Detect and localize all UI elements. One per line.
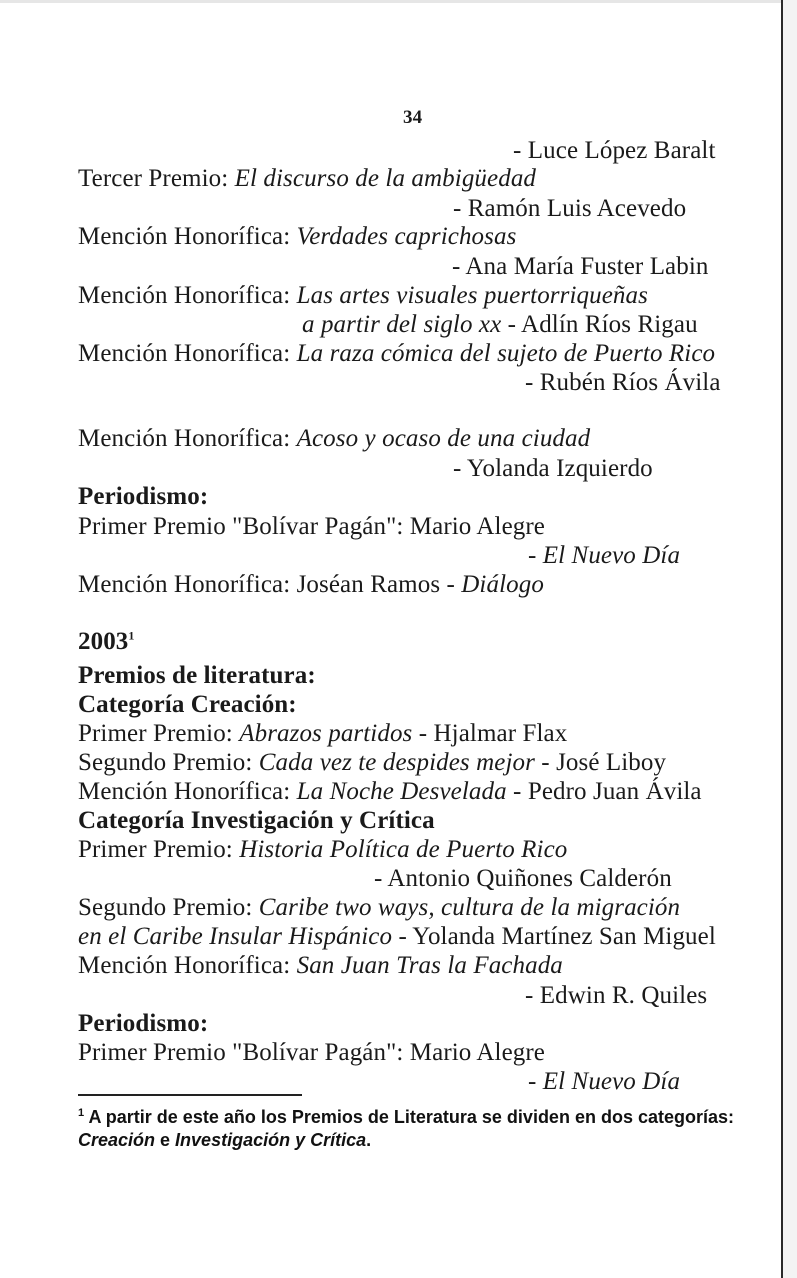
award-label: Tercer Premio: [78, 165, 235, 192]
work-title: Historia Política de Puerto Rico [239, 836, 568, 863]
footnote-text: e [155, 1130, 176, 1150]
author-line: - Ramón Luis Acevedo [453, 195, 687, 222]
award-label: Primer Premio: [78, 836, 240, 863]
author-line: - Yolanda Izquierdo [453, 455, 653, 482]
award-label: Segundo Premio: [78, 894, 259, 921]
award-line [78, 835, 567, 865]
award-label: Mención Honorífica: [78, 952, 297, 979]
work-title: La raza cómica del sujeto de Puerto Rico [296, 340, 716, 367]
page-number: 34 [403, 107, 423, 128]
author-name: - Hjalmar Flax [412, 720, 568, 747]
author-line: - Ana María Fuster Labin [452, 253, 709, 280]
category-heading: Categoría Investigación y Crítica [78, 807, 435, 834]
footnote-emphasis: Creación [78, 1130, 156, 1150]
page-right-edge [781, 0, 797, 1278]
award-label: Mención Honorífica: Joséan Ramos - [78, 571, 462, 598]
author-line: - Luce López Baralt [513, 137, 716, 164]
work-title: Cada vez te despides mejor [258, 749, 535, 776]
award-line [78, 281, 648, 311]
award-line [78, 164, 536, 194]
page-top-edge [0, 0, 797, 3]
section-heading: Premios de literatura: [78, 662, 316, 689]
work-title: Acoso y ocaso de una ciudad [296, 425, 591, 452]
author-name: - Adlín Ríos Rigau [501, 311, 698, 338]
award-line [78, 339, 715, 369]
award-label: Mención Honorífica: [78, 340, 297, 367]
work-title: Abrazos partidos [239, 720, 413, 747]
year-heading [78, 627, 135, 657]
award-line [78, 424, 590, 454]
award-line [78, 748, 666, 778]
work-title: San Juan Tras la Fachada [296, 952, 563, 979]
publication-name: Diálogo [461, 571, 544, 598]
author-name: - José Liboy [534, 749, 667, 776]
award-line [78, 777, 702, 807]
award-line [78, 893, 680, 923]
author-line: - Antonio Quiñones Calderón [374, 865, 672, 892]
footnote-emphasis: Investigación y Crítica [175, 1130, 367, 1150]
footnote [78, 1106, 758, 1152]
section-heading: Periodismo: [78, 1010, 209, 1037]
award-line-continued [302, 310, 698, 340]
footnote-divider [78, 1094, 302, 1096]
footnote-text: . [366, 1130, 372, 1150]
award-line [78, 951, 563, 981]
award-line [78, 222, 516, 252]
award-label: Primer Premio: [78, 720, 240, 747]
publication-line: - El Nuevo Día [528, 542, 681, 569]
work-title: Las artes visuales puertorriqueñas [296, 282, 648, 309]
section-heading: Periodismo: [78, 483, 209, 510]
work-title: en el Caribe Insular Hispánico [78, 923, 393, 950]
publication-line: - El Nuevo Día [528, 1068, 681, 1095]
work-title: Caribe two ways, cultura de la migración [258, 894, 681, 921]
award-label: Mención Honorífica: [78, 282, 297, 309]
footnote-text: A partir de este año los Premios de Literatura se dividen en dos categorías: [84, 1107, 734, 1127]
award-line [78, 719, 567, 749]
work-title: La Noche Desvelada [296, 778, 507, 805]
work-title: Verdades caprichosas [296, 223, 517, 250]
award-line: Primer Premio "Bolívar Pagán": Mario Alegre [78, 1039, 545, 1066]
work-title: a partir del siglo xx [302, 311, 502, 338]
award-label: Mención Honorífica: [78, 425, 297, 452]
author-line: - Rubén Ríos Ávila [525, 369, 721, 396]
year: 2003 [78, 628, 129, 655]
footnote-marker: 1 [78, 1107, 85, 1119]
category-heading: Categoría Creación: [78, 691, 297, 718]
work-title: El discurso de la ambigüedad [234, 165, 537, 192]
award-line [78, 570, 544, 600]
footnote-reference: 1 [128, 628, 135, 643]
author-name: - Pedro Juan Ávila [506, 778, 702, 805]
author-name: - Yolanda Martínez San Miguel [392, 923, 716, 950]
author-line: - Edwin R. Quiles [525, 982, 708, 1009]
award-line: Primer Premio "Bolívar Pagán": Mario Alegre [78, 513, 545, 540]
award-label: Mención Honorífica: [78, 223, 297, 250]
award-line-continued [78, 922, 716, 952]
award-label: Mención Honorífica: [78, 778, 297, 805]
award-label: Segundo Premio: [78, 749, 259, 776]
